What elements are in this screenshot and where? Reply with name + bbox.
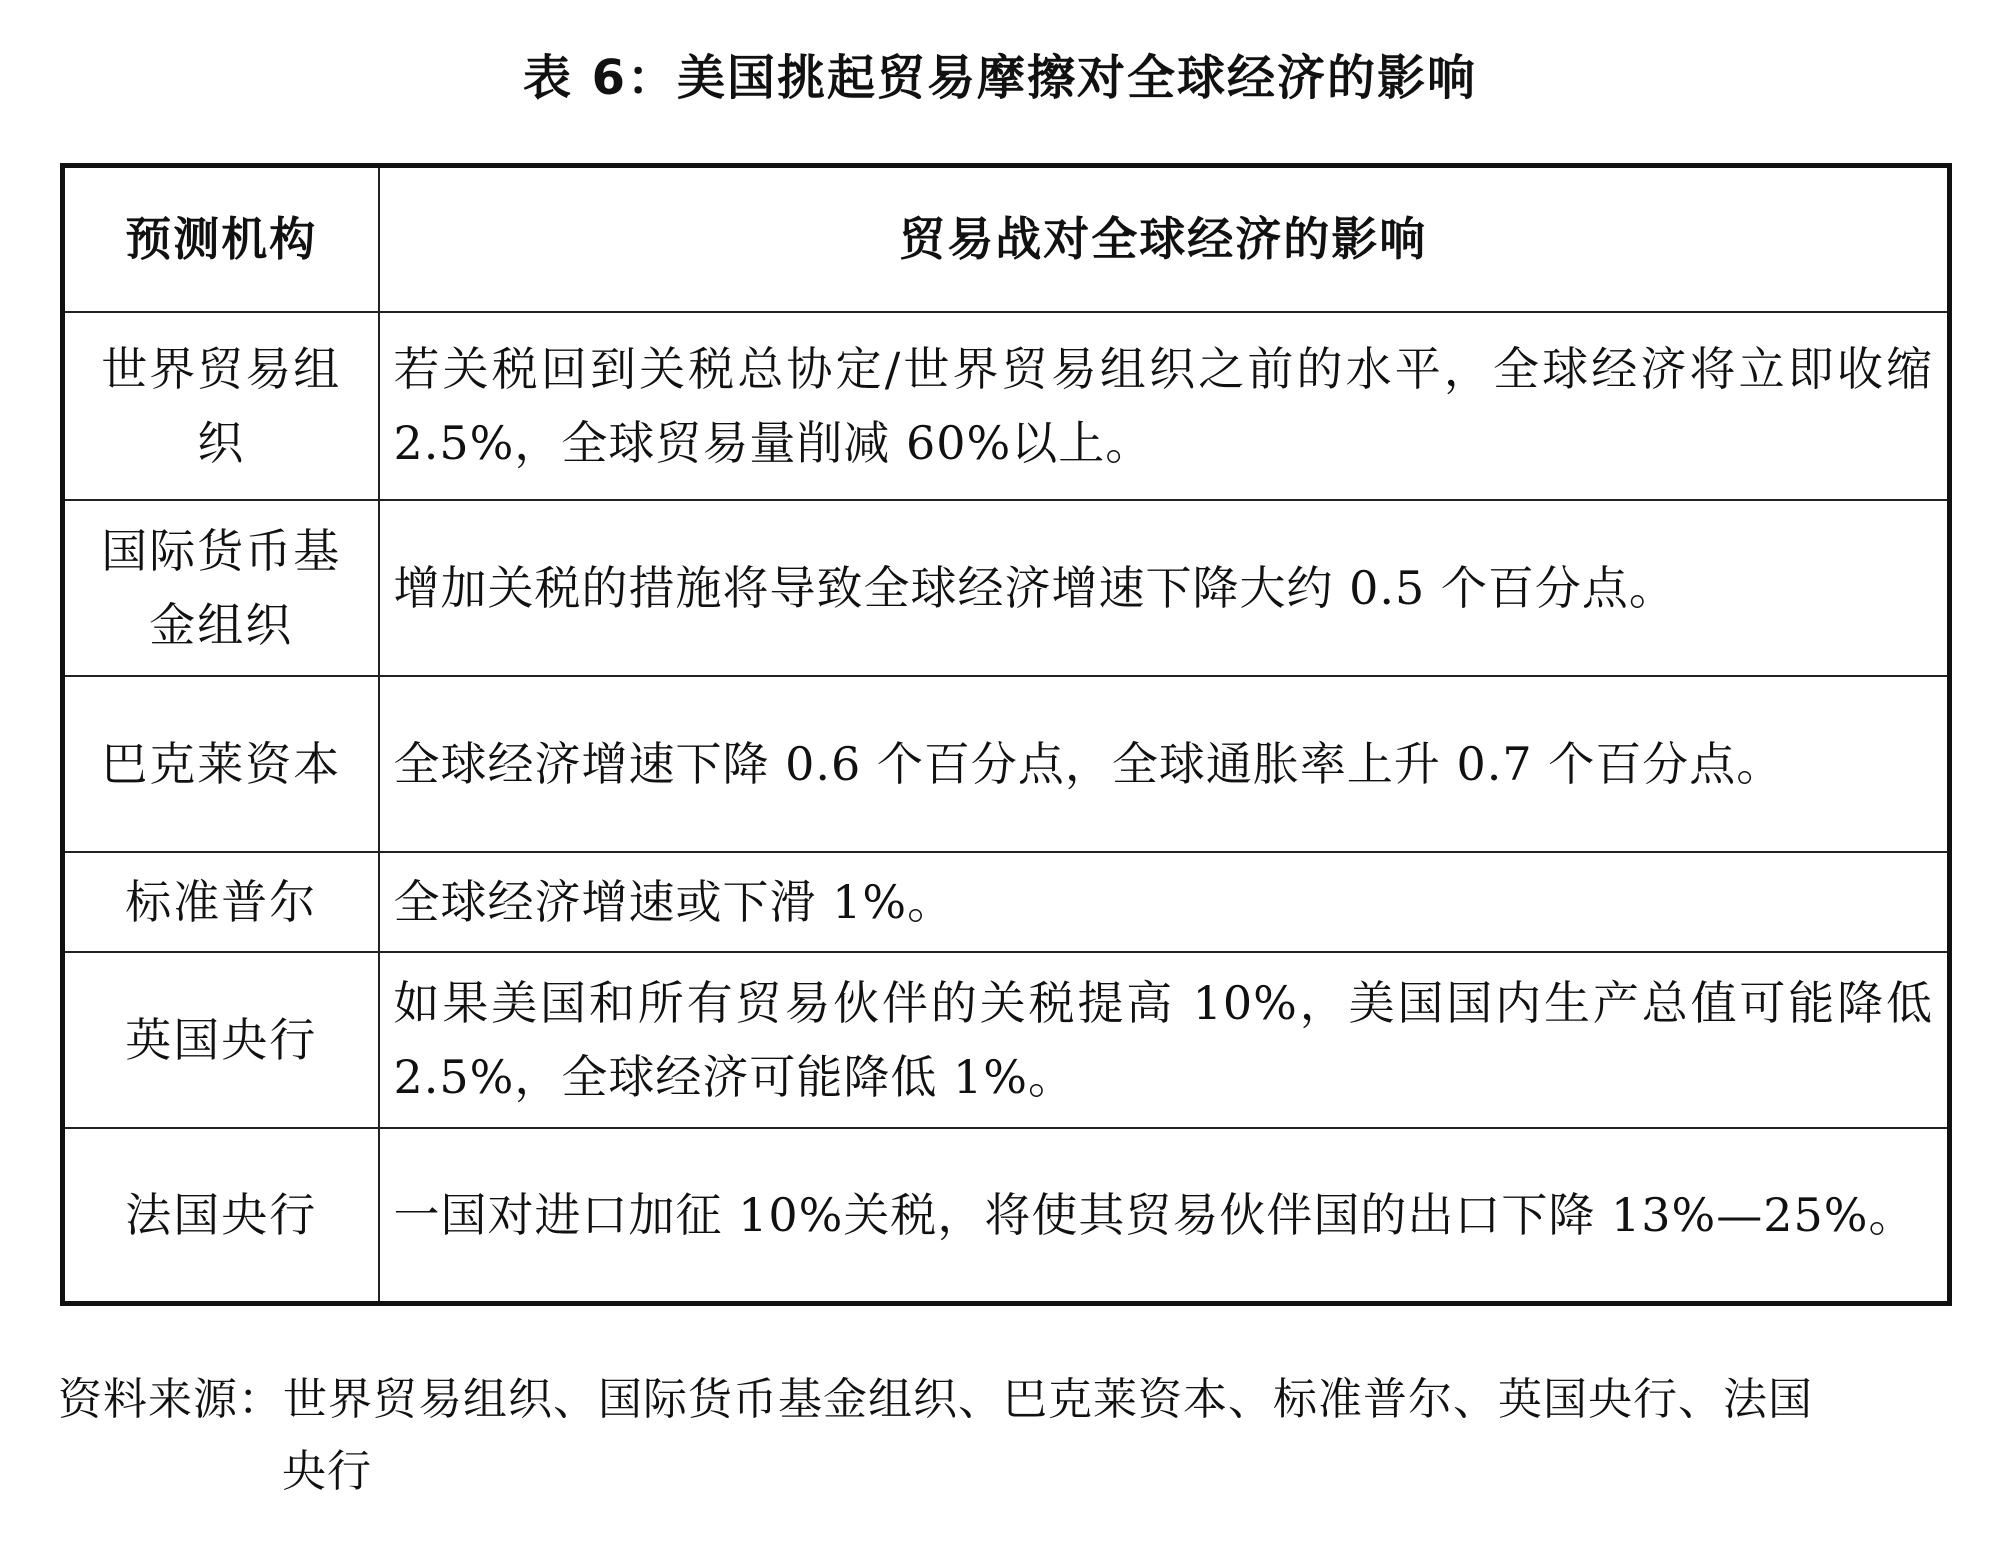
impact-cell: 若关税回到关税总协定/世界贸易组织之前的水平，全球经济将立即收缩 2.5%，全球贸易量削减 60%以上。 [379,312,1950,500]
institution-cell: 世界贸易组织 [63,312,379,500]
table-title: 表 6：美国挑起贸易摩擦对全球经济的影响 [522,50,1478,106]
table-header-row [63,166,1950,312]
column-header-impact: 贸易战对全球经济的影响 [379,166,1950,312]
impact-cell: 全球经济增速下降 0.6 个百分点，全球通胀率上升 0.7 个百分点。 [379,676,1950,852]
source-label: 资料来源： [58,1374,283,1425]
table-row [63,1128,1950,1304]
institution-cell: 国际货币基金组织 [63,500,379,676]
impact-cell: 全球经济增速或下滑 1%。 [379,852,1950,952]
institution-cell: 标准普尔 [63,852,379,952]
table-row [63,676,1950,852]
forecast-impact-table [60,163,1952,1306]
table-row [63,312,1950,500]
table-row [63,500,1950,676]
table-row [63,952,1950,1128]
impact-cell: 一国对进口加征 10%关税，将使其贸易伙伴国的出口下降 13%—25%。 [379,1128,1950,1304]
table-row [63,852,1950,952]
source-list: 世界贸易组织、国际货币基金组织、巴克莱资本、标准普尔、英国央行、法国 [283,1374,1813,1425]
institution-cell: 巴克莱资本 [63,676,379,852]
impact-cell: 如果美国和所有贸易伙伴的关税提高 10%，美国国内生产总值可能降低 2.5%，全球经济可能降低 1%。 [379,952,1950,1128]
source-note [58,1364,1958,1508]
institution-cell: 英国央行 [63,952,379,1128]
column-header-institution: 预测机构 [63,166,379,312]
institution-cell: 法国央行 [63,1128,379,1304]
source-list-continued: 央行 [282,1446,372,1497]
impact-cell: 增加关税的措施将导致全球经济增速下降大约 0.5 个百分点。 [379,500,1950,676]
